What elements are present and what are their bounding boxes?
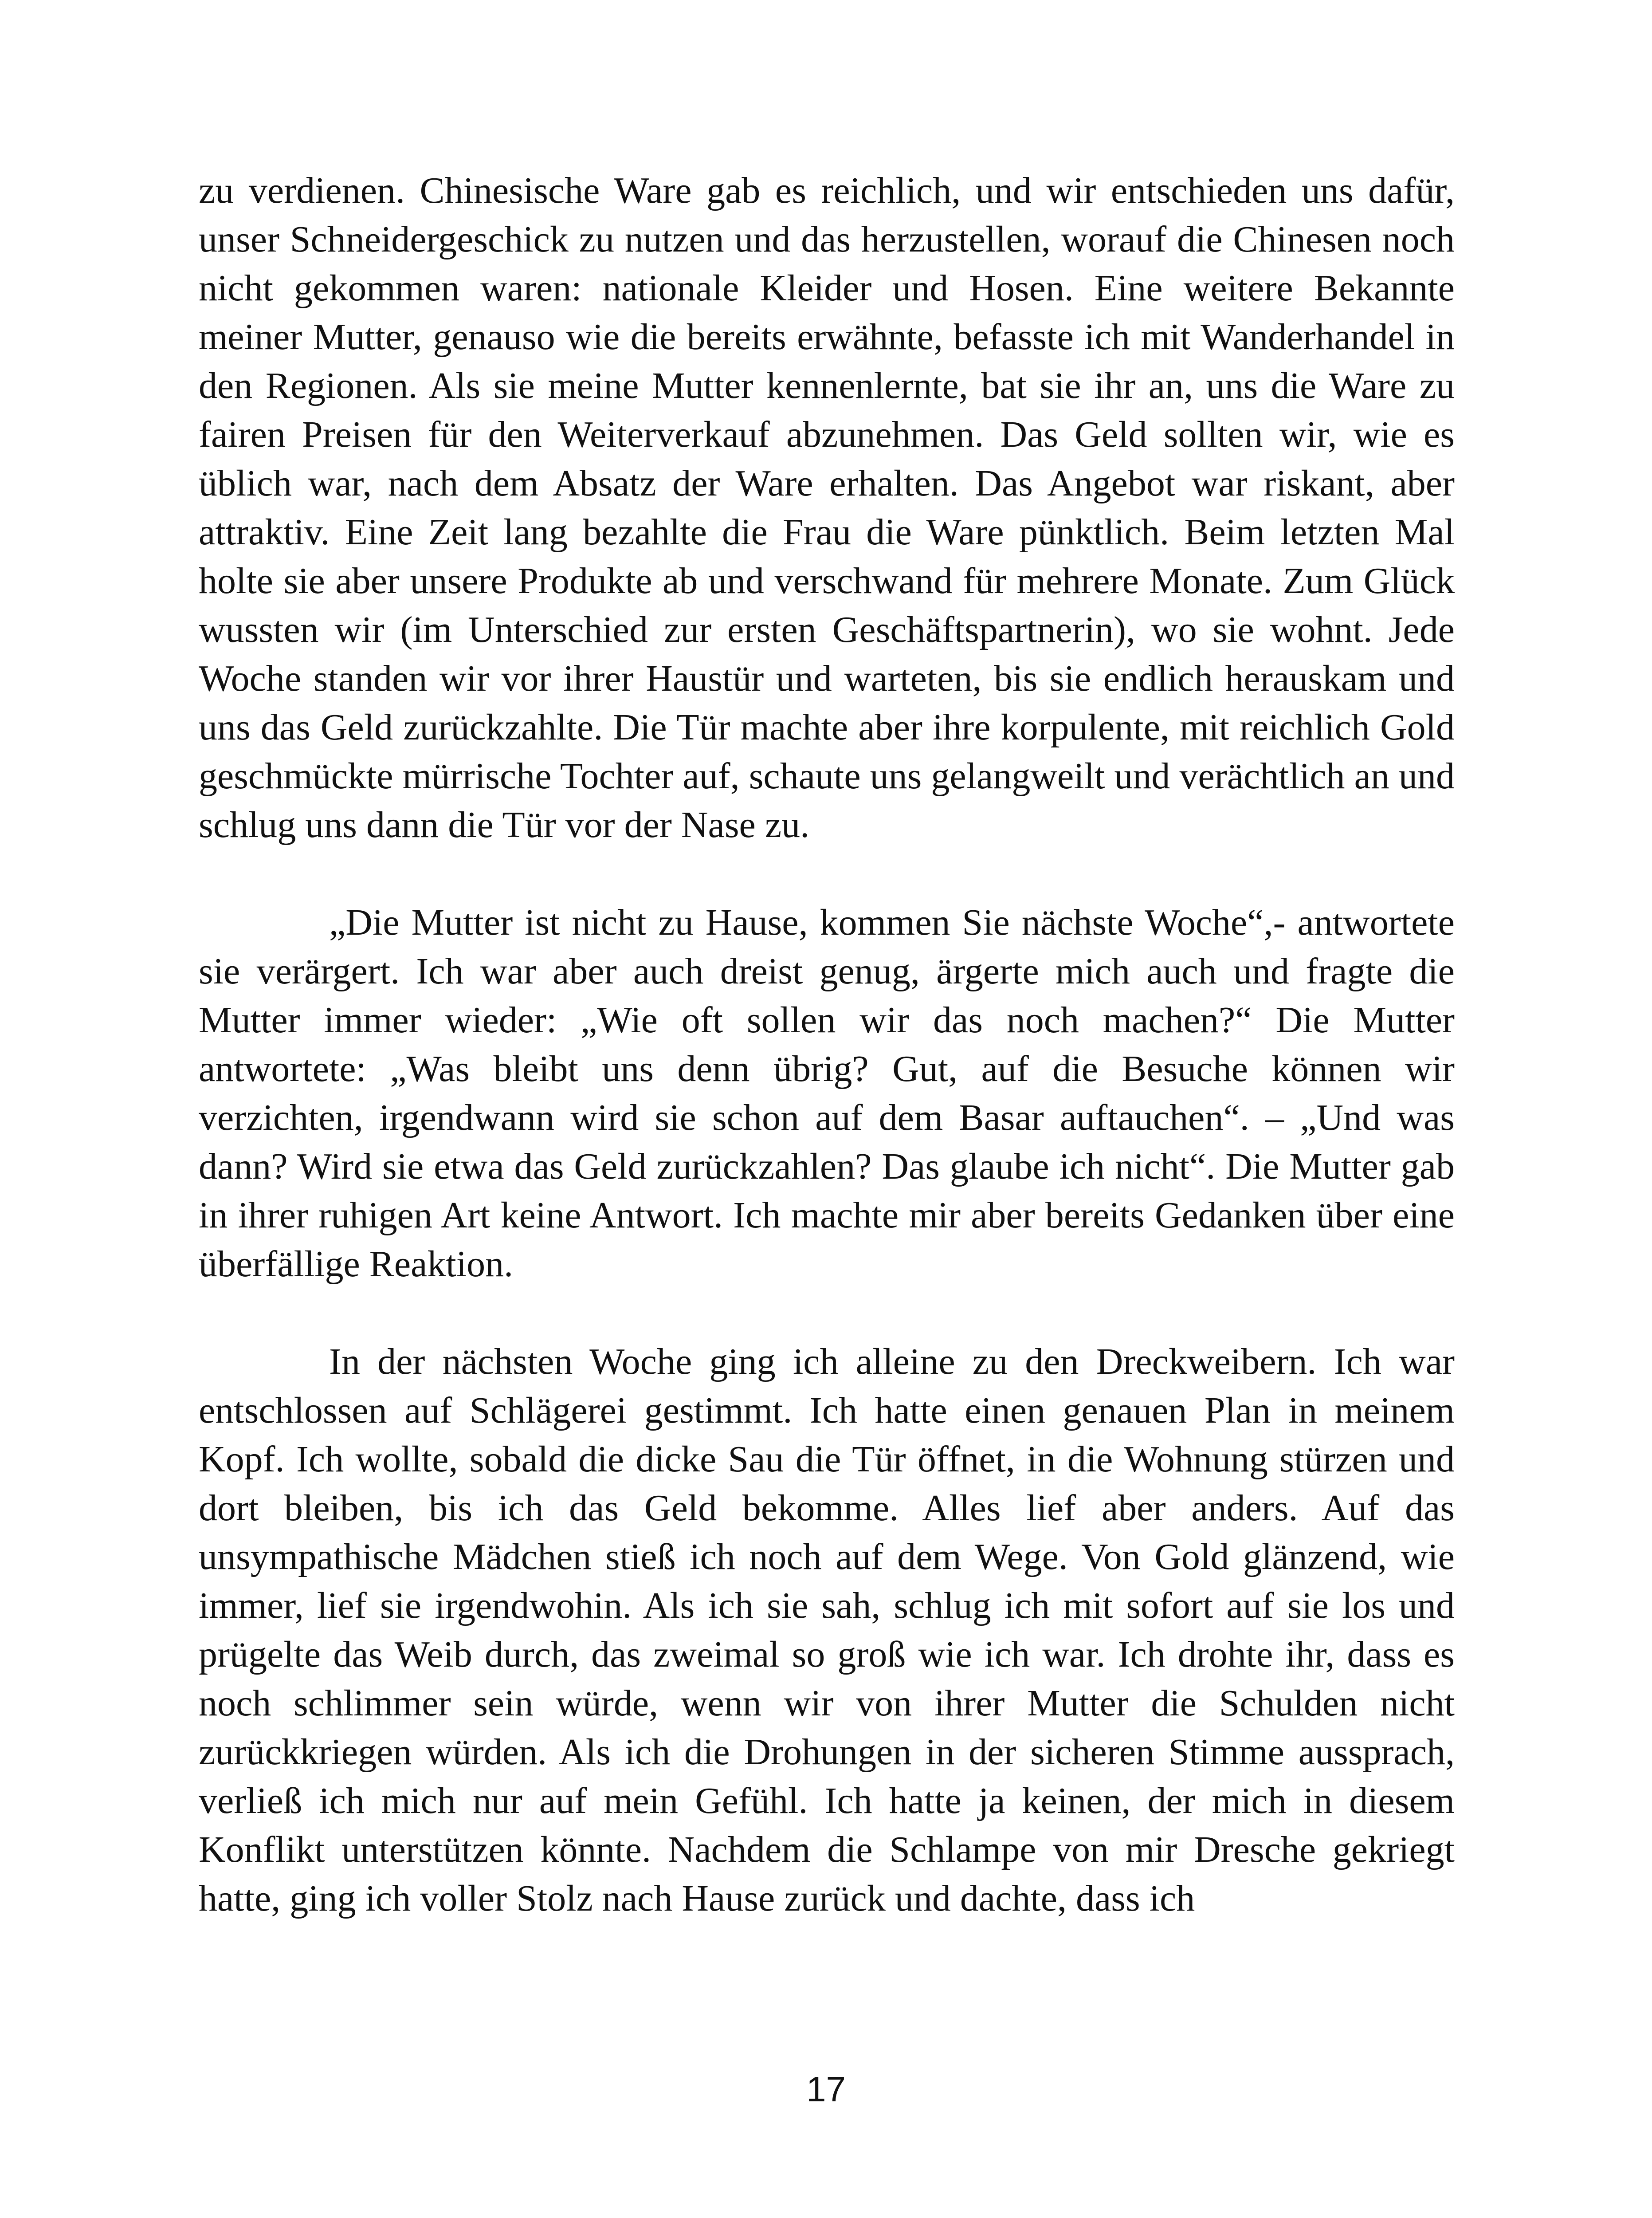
- paragraph-1: zu verdienen. Chinesische Ware gab es reichlich, und wir entschieden uns dafür, unser Schneidergeschick zu nutzen und das herzustellen, worauf die Chinesen noch nicht gekommen waren: nationale Kleider und Hosen. Eine weitere Bekannte meiner Mutter, genauso wie die bereits erwähnte, befasste ich mit Wanderhandel in den Regionen. Als sie meine Mutter kennenlernte, bat sie ihr an, uns die Ware zu fairen Preisen für den Weiterverkauf abzunehmen. Das Geld sollten wir, wie es üblich war, nach dem Absatz der Ware erhalten. Das Angebot war riskant, aber attraktiv. Eine Zeit lang bezahlte die Frau die Ware pünktlich. Beim letzten Mal holte sie aber unsere Produkte ab und verschwand für mehrere Monate. Zum Glück wussten wir (im Unterschied zur ersten Geschäftspartnerin), wo sie wohnt. Jede Woche standen wir vor ihrer Haustür und warteten, bis sie endlich herauskam und uns das Geld zurückzahlte. Die Tür machte aber ihre korpulente, mit reichlich Gold geschmückte mürrische Tochter auf, schaute uns gelangweilt und verächtlich an und schlug uns dann die Tür vor der Nase zu.: [199, 170, 1455, 846]
- paragraph-3: In der nächsten Woche ging ich alleine zu den Dreckweibern. Ich war entschlossen auf Schlägerei gestimmt. Ich hatte einen genauen Plan in meinem Kopf. Ich wollte, sobald die dicke Sau die Tür öffnet, in die Wohnung stürzen und dort bleiben, bis ich das Geld bekomme. Alles lief aber anders. Auf das unsympathische Mädchen stieß ich noch auf dem Wege. Von Gold glänzend, wie immer, lief sie irgendwohin. Als ich sie sah, schlug ich mit sofort auf sie los und prügelte das Weib durch, das zweimal so groß wie ich war. Ich drohte ihr, dass es noch schlimmer sein würde, wenn wir von ihrer Mutter die Schulden nicht zurückkriegen würden. Als ich die Drohungen in der sicheren Stimme aussprach, verließ ich mich nur auf mein Gefühl. Ich hatte ja keinen, der mich in diesem Konflikt unterstützen könnte. Nachdem die Schlampe von mir Dresche gekriegt hatte, ging ich voller Stolz nach Hause zurück und dachte, dass ich: [199, 1341, 1455, 1919]
- body-text: [199, 166, 1455, 1972]
- paragraph-2: „Die Mutter ist nicht zu Hause, kommen Sie nächste Woche“,- antwortete sie verärgert. Ich war aber auch dreist genug, ärgerte mich auch und fragte die Mutter immer wieder: „Wie oft sollen wir das noch machen?“ Die Mutter antwortete: „Was bleibt uns denn übrig? Gut, auf die Besuche können wir verzichten, irgendwann wird sie schon auf dem Basar auftauchen“. – „Und was dann? Wird sie etwa das Geld zurückzahlen? Das glaube ich nicht“. Die Mutter gab in ihrer ruhigen Art keine Antwort. Ich machte mir aber bereits Gedanken über eine überfällige Reaktion.: [199, 902, 1455, 1285]
- page-number: 17: [806, 2069, 846, 2109]
